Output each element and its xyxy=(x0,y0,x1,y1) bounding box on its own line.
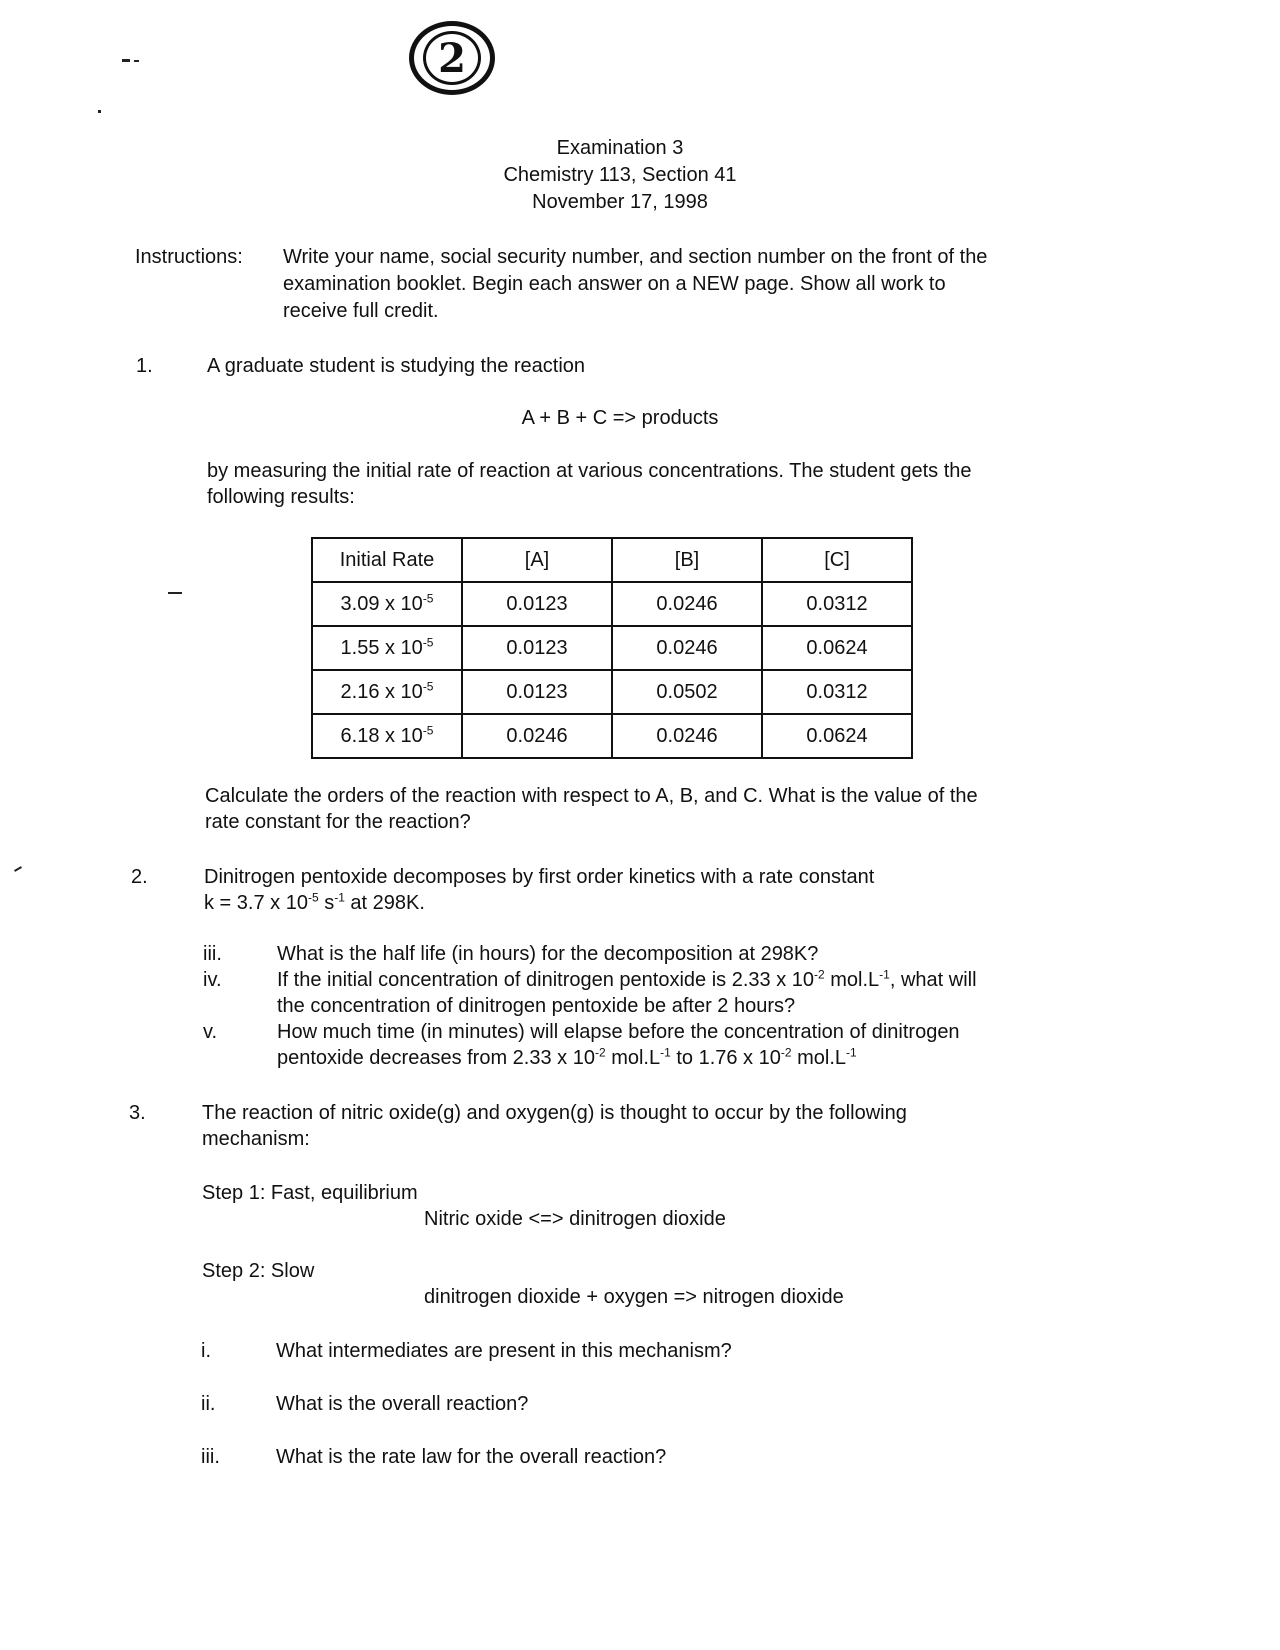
part-text-segment: mol.L xyxy=(605,1047,661,1069)
part-text: What intermediates are present in this mechanism? xyxy=(276,1340,732,1362)
question-1-text: following results: xyxy=(207,486,355,508)
conc-b-cell: 0.0246 xyxy=(612,714,762,758)
k-unit-exponent: -1 xyxy=(334,890,345,905)
question-1-prompt: Calculate the orders of the reaction with respect to A, B, and C. What is the value of the xyxy=(205,785,978,807)
course-name: Chemistry 113, Section 41 xyxy=(503,164,737,186)
question-3-text: mechanism: xyxy=(202,1128,310,1150)
step-2-label: Step 2: Slow xyxy=(202,1260,315,1282)
scan-mark xyxy=(122,59,130,62)
rate-value: 2.16 x 10 xyxy=(340,680,423,703)
rate-exponent: -5 xyxy=(422,678,434,693)
part-label: iii. xyxy=(201,1446,220,1468)
part-text xyxy=(277,969,977,992)
conc-a-cell: 0.0123 xyxy=(462,582,612,626)
page-number-text: 2 xyxy=(423,31,481,85)
rate-exponent: -5 xyxy=(422,722,434,737)
exponent: -2 xyxy=(780,1045,792,1060)
instructions-line: examination booklet. Begin each answer on a NEW page. Show all work to xyxy=(283,273,946,295)
part-label: iv. xyxy=(203,969,222,991)
table-row xyxy=(312,582,912,626)
conc-b-cell: 0.0246 xyxy=(612,626,762,670)
table-row xyxy=(312,626,912,670)
table-row xyxy=(312,714,912,758)
part-text: How much time (in minutes) will elapse before the concentration of dinitrogen xyxy=(277,1021,960,1043)
part-text-segment: pentoxide decreases from 2.33 x 10 xyxy=(277,1047,595,1069)
part-text-segment: , what will xyxy=(889,969,977,991)
circled-page-number xyxy=(409,21,495,95)
exponent: -2 xyxy=(594,1045,606,1060)
rate-value: 3.09 x 10 xyxy=(340,592,423,615)
exponent: -1 xyxy=(879,967,890,982)
scan-mark xyxy=(168,592,182,594)
table-row xyxy=(312,670,912,714)
rate-cell xyxy=(312,582,462,626)
conc-a-cell: 0.0123 xyxy=(462,626,612,670)
question-3-number: 3. xyxy=(129,1102,146,1124)
k-temperature: at 298K. xyxy=(344,892,425,914)
rate-cell xyxy=(312,670,462,714)
conc-b-cell: 0.0246 xyxy=(612,582,762,626)
conc-c-cell: 0.0624 xyxy=(762,714,912,758)
exponent: -1 xyxy=(846,1045,857,1060)
question-1-intro: A graduate student is studying the reaction xyxy=(207,355,586,377)
question-2-number: 2. xyxy=(131,866,148,888)
exam-title: Examination 3 xyxy=(556,137,684,159)
part-text: the concentration of dinitrogen pentoxide be after 2 hours? xyxy=(277,995,796,1017)
scan-mark xyxy=(14,866,22,872)
k-exponent: -5 xyxy=(307,890,319,905)
rate-exponent: -5 xyxy=(422,590,434,605)
table-header-row xyxy=(312,538,912,582)
question-1-prompt: rate constant for the reaction? xyxy=(205,811,471,833)
k-unit: s xyxy=(318,892,335,914)
rate-value: 1.55 x 10 xyxy=(340,636,423,659)
scan-mark xyxy=(98,110,101,113)
k-value: k = 3.7 x 10 xyxy=(204,892,308,914)
conc-a-cell: 0.0123 xyxy=(462,670,612,714)
conc-c-cell: 0.0312 xyxy=(762,582,912,626)
rate-cell xyxy=(312,714,462,758)
instructions-label: Instructions: xyxy=(135,246,243,268)
instructions-line: receive full credit. xyxy=(283,300,439,322)
part-text: What is the overall reaction? xyxy=(276,1393,529,1415)
part-text: What is the rate law for the overall reaction? xyxy=(276,1446,667,1468)
table-header: Initial Rate xyxy=(312,538,462,582)
conc-c-cell: 0.0624 xyxy=(762,626,912,670)
rate-data-table xyxy=(311,537,913,759)
part-text-segment: to 1.76 x 10 xyxy=(670,1047,781,1069)
part-text: What is the half life (in hours) for the decomposition at 298K? xyxy=(277,943,819,965)
part-label: i. xyxy=(201,1340,211,1362)
rate-value: 6.18 x 10 xyxy=(340,724,423,747)
question-1-number: 1. xyxy=(136,355,153,377)
step-1-equation: Nitric oxide <=> dinitrogen dioxide xyxy=(424,1208,726,1230)
part-text xyxy=(277,1047,857,1070)
reaction-equation: A + B + C => products xyxy=(521,407,719,429)
part-text-segment: mol.L xyxy=(791,1047,846,1069)
table-header: [C] xyxy=(762,538,912,582)
part-label: v. xyxy=(203,1021,218,1043)
exam-date: November 17, 1998 xyxy=(532,191,708,213)
instructions-line: Write your name, social security number, and section number on the front of the xyxy=(283,246,988,268)
part-text-segment: If the initial concentration of dinitrogen pentoxide is 2.33 x 10 xyxy=(277,969,815,991)
question-2-text: Dinitrogen pentoxide decomposes by first order kinetics with a rate constant xyxy=(204,866,875,888)
conc-a-cell: 0.0246 xyxy=(462,714,612,758)
question-1-text: by measuring the initial rate of reaction at various concentrations. The student gets the xyxy=(207,460,972,482)
part-label: ii. xyxy=(201,1393,216,1415)
scan-mark xyxy=(134,60,139,62)
rate-exponent: -5 xyxy=(422,634,434,649)
part-label: iii. xyxy=(203,943,222,965)
question-3-text: The reaction of nitric oxide(g) and oxygen(g) is thought to occur by the following xyxy=(202,1102,907,1124)
part-text-segment: mol.L xyxy=(824,969,880,991)
conc-b-cell: 0.0502 xyxy=(612,670,762,714)
rate-constant xyxy=(204,892,425,915)
conc-c-cell: 0.0312 xyxy=(762,670,912,714)
exponent: -2 xyxy=(814,967,825,982)
rate-cell xyxy=(312,626,462,670)
table-header: [A] xyxy=(462,538,612,582)
step-1-label: Step 1: Fast, equilibrium xyxy=(202,1182,418,1204)
exponent: -1 xyxy=(660,1045,671,1060)
step-2-equation: dinitrogen dioxide + oxygen => nitrogen dioxide xyxy=(424,1286,844,1308)
table-header: [B] xyxy=(612,538,762,582)
